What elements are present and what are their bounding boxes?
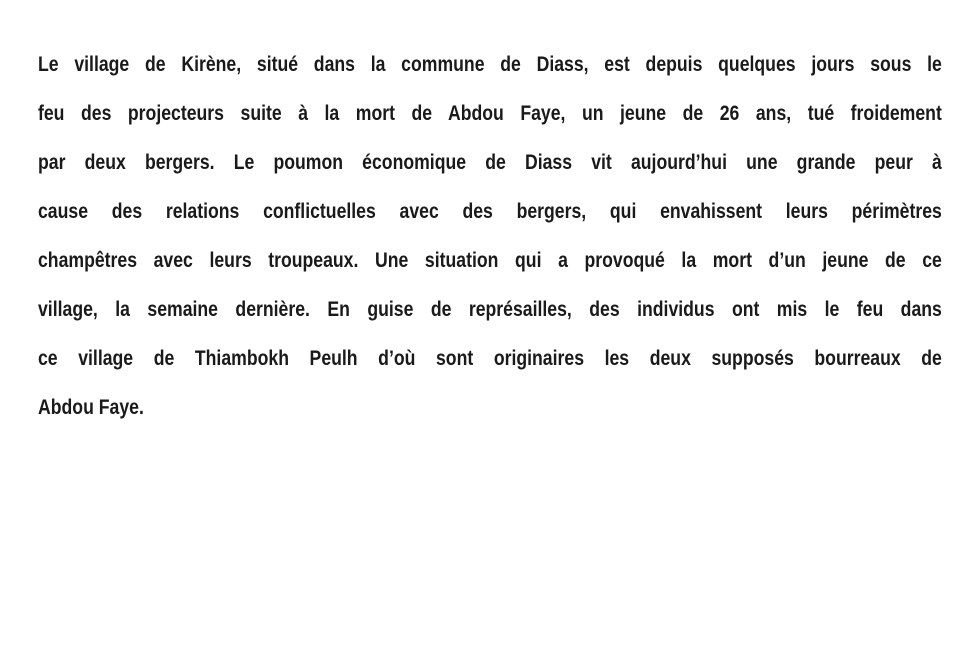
paragraph-line-3: par deux bergers. Le poumon économique de Diass vit aujourd’hui une grande peur à xyxy=(38,151,942,174)
paragraph-line-8: Abdou Faye. xyxy=(38,396,144,419)
paragraph-line-6: village, la semaine dernière. En guise de représailles, des individus ont mis le feu dans xyxy=(38,298,942,321)
paragraph-line-1: Le village de Kirène, situé dans la commune de Diass, est depuis quelques jours sous le xyxy=(38,53,942,76)
paragraph-line-7: ce village de Thiambokh Peulh d’où sont originaires les deux supposés bourreaux de xyxy=(38,347,942,370)
paragraph-line-5: champêtres avec leurs troupeaux. Une situation qui a provoqué la mort d’un jeune de ce xyxy=(38,249,942,272)
paragraph-line-4: cause des relations conflictuelles avec des bergers, qui envahissent leurs périmètres xyxy=(38,200,942,223)
paragraph-line-2: feu des projecteurs suite à la mort de Abdou Faye, un jeune de 26 ans, tué froidement xyxy=(38,102,942,125)
article-paragraph xyxy=(38,40,942,432)
